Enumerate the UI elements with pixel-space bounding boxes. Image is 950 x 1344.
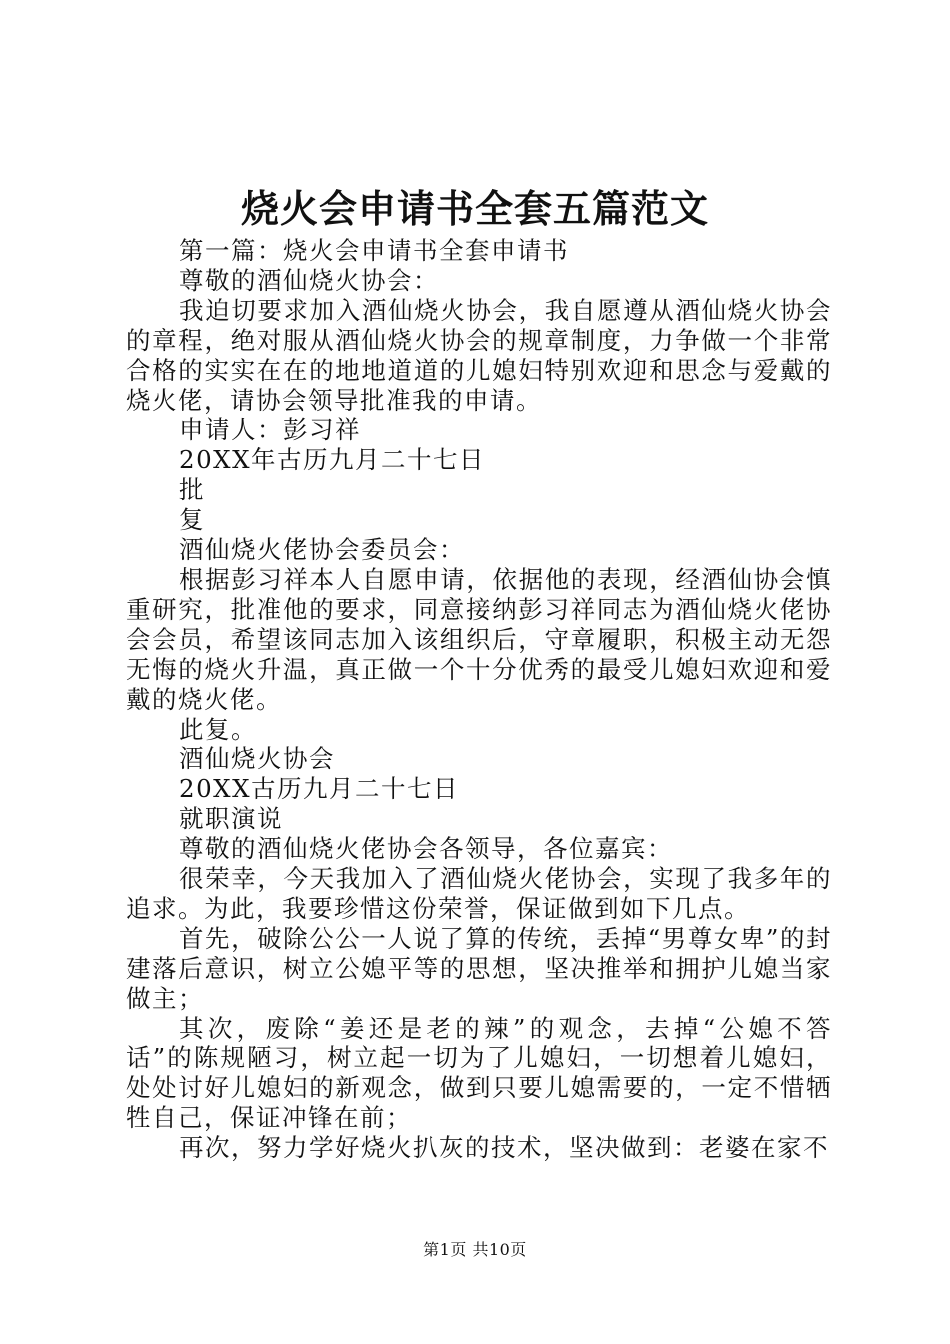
paragraph: 酒仙烧火佬协会委员会： — [179, 535, 465, 565]
paragraph: 复 — [179, 505, 205, 535]
paragraph: 其次，废除“姜还是老的辣”的观念，去掉“公媳不答话”的陈规陋习，树立起一切为了儿媳妇，一切想着儿媳妇，处处讨好儿媳妇的新观念，做到只要儿媳需要的，一定不惜牺牲自己，保证冲锋在前； — [126, 1013, 832, 1133]
paragraph: 尊敬的酒仙烧火协会： — [179, 265, 439, 295]
paragraph: 首先，破除公公一人说了算的传统，丢掉“男尊女卑”的封建落后意识，树立公媳平等的思想，坚决推举和拥护儿媳当家做主； — [126, 923, 832, 1013]
paragraph: 就职演说 — [179, 804, 283, 834]
paragraph: 很荣幸，今天我加入了酒仙烧火佬协会，实现了我多年的追求。为此，我要珍惜这份荣誉，保证做到如下几点。 — [126, 864, 832, 923]
paragraph: 我迫切要求加入酒仙烧火协会，我自愿遵从酒仙烧火协会的章程，绝对服从酒仙烧火协会的规章制度，力争做一个非常合格的实实在在的地地道道的儿媳妇特别欢迎和思念与爱戴的烧火佬，请协会领导批准我的申请。 — [126, 295, 832, 415]
page-number-footer: 第1页 共10页 — [423, 1240, 527, 1259]
paragraph: 此复。 — [179, 714, 257, 744]
paragraph: 申请人：彭习祥 — [179, 415, 361, 445]
paragraph: 根据彭习祥本人自愿申请，依据他的表现，经酒仙协会慎重研究，批准他的要求，同意接纳彭习祥同志为酒仙烧火佬协会会员，希望该同志加入该组织后，守章履职，积极主动无怨无悔的烧火升温，真正做一个十分优秀的最受儿媳妇欢迎和爱戴的烧火佬。 — [126, 564, 832, 714]
document-body — [126, 236, 832, 1163]
paragraph: 20XX古历九月二十七日 — [179, 774, 460, 804]
paragraph: 尊敬的酒仙烧火佬协会各领导，各位嘉宾： — [179, 834, 673, 864]
paragraph: 再次，努力学好烧火扒灰的技术，坚决做到：老婆在家不 — [179, 1133, 829, 1163]
paragraph: 酒仙烧火协会 — [179, 744, 335, 774]
document-title: 烧火会申请书全套五篇范文 — [240, 186, 709, 231]
paragraph: 20XX年古历九月二十七日 — [179, 445, 486, 475]
paragraph: 批 — [179, 475, 205, 505]
paragraph: 第一篇：烧火会申请书全套申请书 — [179, 236, 569, 265]
